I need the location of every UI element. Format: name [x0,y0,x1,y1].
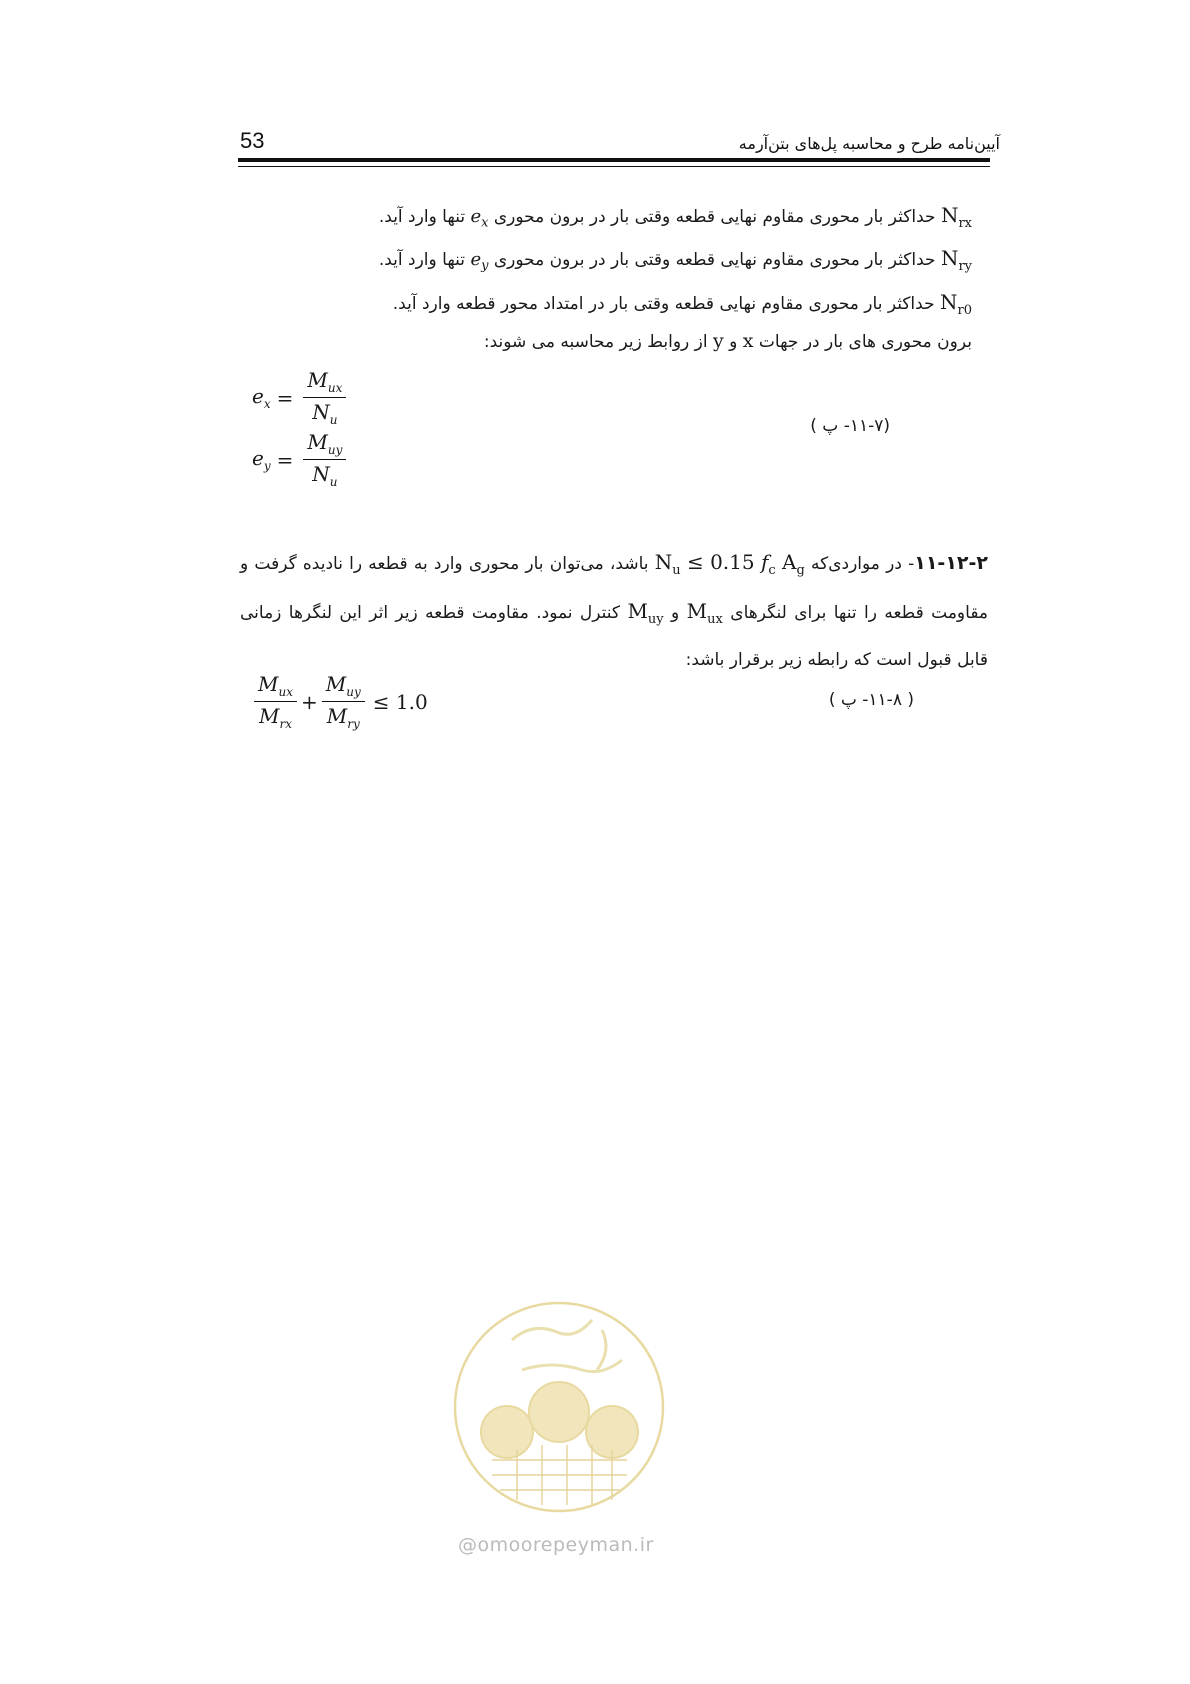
symbol-mux: $M_{ux}$ [686,599,723,627]
seal-icon [452,1300,667,1515]
symbol-muy: $M_{uy}$ [627,599,664,627]
eq8-term2: $\frac{M_{uy}}{M_{ry}}$ [322,672,365,731]
section-text-1: - در مواردی‌که [811,554,915,574]
intro-and: و [729,332,738,352]
intro-text-2: از روابط زیر محاسبه می شوند: [483,332,708,352]
section-and: و [671,603,680,623]
definition-nrx-text: حداکثر بار محوری مقاوم نهایی قطعه وقتی بار در برون محوری [493,207,936,227]
symbol-nrx: $N_{rx}$ [940,203,972,231]
header-rule-thin [238,166,990,167]
watermark: @omoorepeyman.ir [458,1534,654,1556]
definition-nry-tail: تنها وارد آید. [378,250,466,270]
header-rule-thick [238,158,990,162]
eq-ey-fraction: $\frac{M_{uy}}{N_u}$ [303,430,346,489]
definition-nry [379,246,972,274]
condition-formula: $N_u \le 0.15$ $f_c$ $A_g$ [654,550,805,578]
intro-line [484,330,972,352]
section-text-3: کنترل نمود. مقاومت قطعه زیر اثر این لنگرها زمانی قابل قبول است که رابطه زیر برقرار باشد: [240,603,988,670]
equation-interaction [250,672,428,731]
running-title: آیین‌نامه طرح و محاسبه پل‌های بتن‌آرمه [738,134,1000,153]
eq8-rhs: ≤ 1.0 [372,689,428,714]
intro-x: x [742,330,754,352]
definition-nry-text: حداکثر بار محوری مقاوم نهایی قطعه وقتی بار در برون محوری [493,250,936,270]
eq-ex-lhs: $e_x$ [252,384,271,411]
definition-nr0 [393,290,972,318]
section-number: ۱۱-۱۲-۲ [914,552,988,574]
section-11-12-2 [240,542,988,680]
intro-y: y [713,330,724,352]
definition-nrx [379,203,972,231]
eq8-plus: + [300,689,318,714]
symbol-nry: $N_{ry}$ [940,246,972,274]
var-ey: $e_y$ [470,249,489,274]
eq8-term1: $\frac{M_{ux}}{M_{rx}}$ [254,672,297,731]
seal-logo [452,1300,667,1519]
equation-7-label: (۱۱-۷- پ ) [810,416,890,436]
eq-ex-fraction: $\frac{M_{ux}}{N_u}$ [303,368,346,427]
section-text-2: باشد، می‌توان بار محوری وارد به قطعه را نادیده گرفت و مقاومت قطعه را تنها برای لنگرهای [240,554,989,623]
page-number: 53 [240,128,265,153]
symbol-nr0: $N_{r0}$ [940,290,972,318]
equation-ex: $e_x$ = $\frac{M_{ux}}{N_u}$ [252,368,350,427]
var-ex: $e_x$ [470,206,489,231]
definition-nr0-text: حداکثر بار محوری مقاوم نهایی قطعه وقتی بار در امتداد محور قطعه وارد آید. [392,294,935,314]
intro-text-1: برون محوری های بار در جهات [758,332,972,352]
equation-ey: $e_y$ = $\frac{M_{uy}}{N_u}$ [252,430,350,489]
definition-nrx-tail: تنها وارد آید. [378,207,466,227]
equation-8-label: ( ۱۱-۸- پ ) [828,690,914,710]
eq-ey-lhs: $e_y$ [252,446,271,473]
